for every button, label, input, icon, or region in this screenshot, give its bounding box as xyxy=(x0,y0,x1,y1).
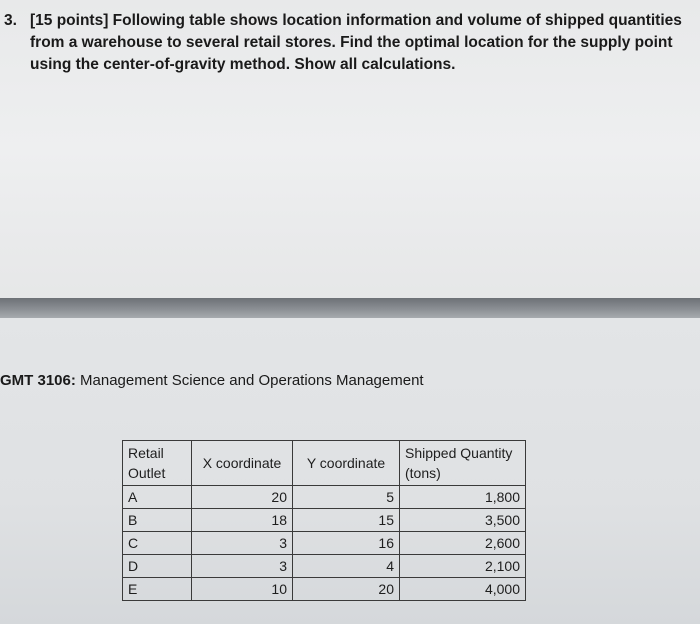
cell-y: 4 xyxy=(293,555,400,578)
header-retail-outlet: Retail Outlet xyxy=(123,441,192,486)
cell-outlet: D xyxy=(123,555,192,578)
question-number: 3. xyxy=(4,12,17,29)
table-row xyxy=(123,509,526,532)
question-text: [15 points] Following table shows location information and volume of shipped quantities from a warehouse to several retail stores. Find the optimal location for the supply point using the center-of-gravity method. Show all calculations. xyxy=(30,12,682,73)
header-shipped-quantity: Shipped Quantity (tons) xyxy=(400,441,526,486)
cell-quantity: 1,800 xyxy=(400,486,526,509)
cell-y: 20 xyxy=(293,578,400,601)
cell-outlet: C xyxy=(123,532,192,555)
cell-x: 3 xyxy=(192,532,293,555)
cell-quantity: 2,600 xyxy=(400,532,526,555)
cell-x: 18 xyxy=(192,509,293,532)
cell-quantity: 2,100 xyxy=(400,555,526,578)
cell-y: 5 xyxy=(293,486,400,509)
cell-x: 20 xyxy=(192,486,293,509)
cell-outlet: B xyxy=(123,509,192,532)
header-x-coordinate: X coordinate xyxy=(192,441,293,486)
question-block xyxy=(4,10,684,76)
cell-outlet: A xyxy=(123,486,192,509)
course-heading xyxy=(0,371,424,391)
cell-y: 16 xyxy=(293,532,400,555)
table-row xyxy=(123,486,526,509)
table-row xyxy=(123,532,526,555)
cell-x: 3 xyxy=(192,555,293,578)
table-row xyxy=(123,555,526,578)
cell-y: 15 xyxy=(293,509,400,532)
location-volume-table xyxy=(122,440,526,601)
table-header-row xyxy=(123,441,526,486)
course-code: GMT 3106: xyxy=(0,372,76,389)
header-y-coordinate: Y coordinate xyxy=(293,441,400,486)
cell-x: 10 xyxy=(192,578,293,601)
page-divider-band xyxy=(0,298,700,318)
cell-quantity: 4,000 xyxy=(400,578,526,601)
cell-outlet: E xyxy=(123,578,192,601)
table-row xyxy=(123,578,526,601)
course-title-text: Management Science and Operations Management xyxy=(80,372,424,389)
cell-quantity: 3,500 xyxy=(400,509,526,532)
